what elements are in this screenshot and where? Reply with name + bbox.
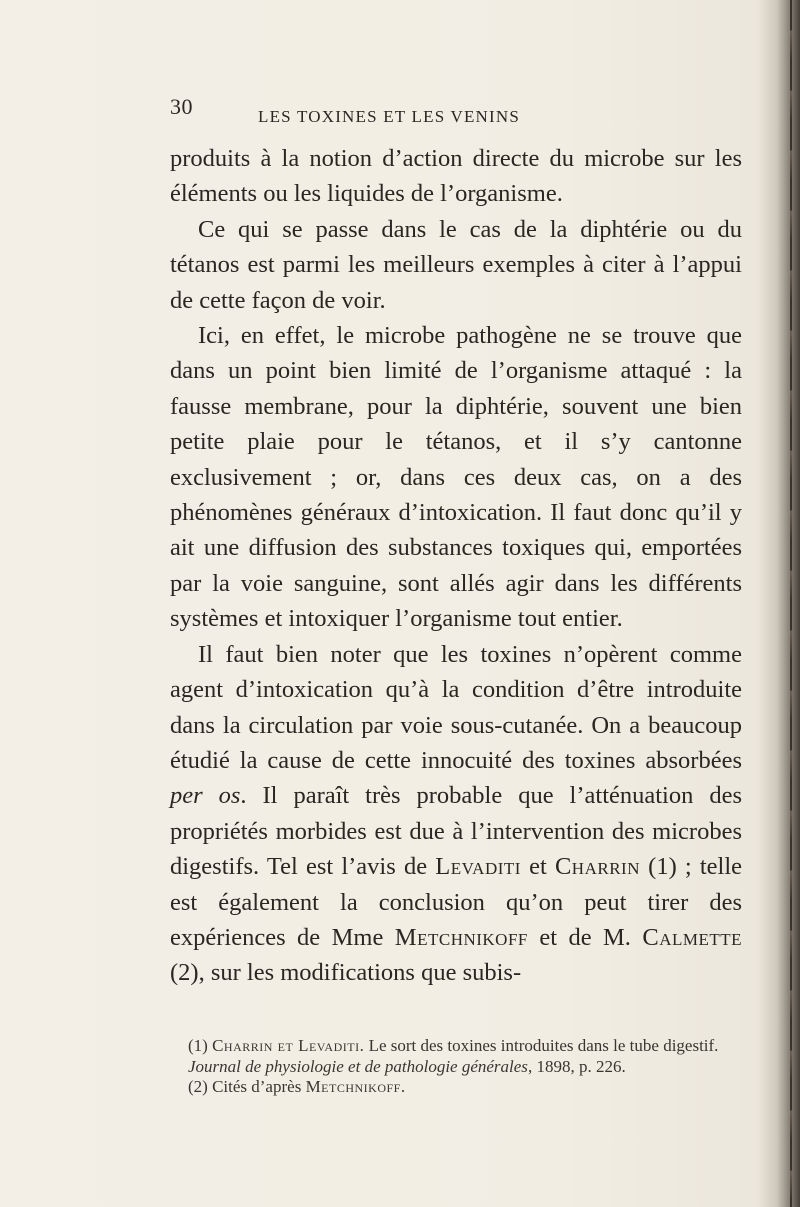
- footnote-2-text: Cités d’après: [212, 1077, 302, 1097]
- running-head: LES TOXINES ET LES VENINS: [258, 107, 521, 126]
- footnote-2: [188, 1077, 743, 1098]
- latin-per-os: per os: [170, 782, 241, 810]
- footnote-1-reference: , 1898, p. 226.: [527, 1056, 626, 1076]
- footnote-2-mark: (2): [188, 1077, 208, 1097]
- author-levaditi: Levaditi: [435, 853, 521, 881]
- footnote-1: [188, 1036, 743, 1077]
- author-metchnikoff: Metchnikoff: [394, 923, 528, 951]
- paragraph-3: Ici, en effet, le microbe pathogène ne se trouve que dans un point bien limité de l’organisme attaqué : la fausse membrane, pour la diphtérie, souvent une bien petite plaie pour le tétanos, et il s’y cantonne exclusivement ; or, dans ces deux cas, on a des phénomènes généraux d’intoxication. Il faut donc qu’il y ait une diffusion des substances toxiques qui, emportées par la voie sanguine, sont allés agir dans les différents systèmes et intoxiquer l’organisme tout entier.: [170, 322, 742, 633]
- footnote-1-title: Le sort des toxines introduites dans le tube digestif.: [368, 1036, 719, 1055]
- footnote-1-authors: Charrin et Levaditi.: [212, 1036, 365, 1055]
- footnote-1-mark: (1): [188, 1036, 208, 1055]
- footnotes: [188, 1036, 743, 1098]
- conjunction-et: et: [529, 853, 547, 881]
- paragraph-4-text-a: Il faut bien noter que les toxines n’opèrent comme agent d’intoxication qu’à la condition d’être introduite dans la circulation par voie sous-cutanée. On a beaucoup étudié la cause de cette innocuité des toxines absorbées: [170, 640, 742, 774]
- paragraph-4-text-e: (2), sur les modifications que subis-: [170, 959, 522, 987]
- body-text: [170, 141, 742, 991]
- paragraph-1: produits à la notion d’action directe du microbe sur les éléments ou les liquides de l’organisme.: [170, 145, 742, 208]
- binding-edge: [790, 0, 792, 1207]
- paragraph-2: Ce qui se passe dans le cas de la diphtérie ou du tétanos est parmi les meilleurs exemples à citer à l’appui de cette façon de voir.: [170, 215, 742, 314]
- author-charrin: Charrin: [554, 853, 640, 881]
- footnote-1-journal: Journal de physiologie et de pathologie générales: [188, 1056, 528, 1076]
- author-calmette: Calmette: [642, 923, 743, 951]
- page-number: 30: [170, 94, 193, 119]
- paragraph-4: [170, 637, 742, 991]
- paragraph-4-text-d: et de M.: [539, 923, 631, 951]
- page-edge-shadow: [758, 0, 800, 1207]
- paragraph-4-text-b: . Il paraît très probable que l’atténuation des propriétés morbides est due à l’intervention des microbes digestifs. Tel est l’avis de: [170, 782, 742, 881]
- paragraph-4-text-c: (1) ; telle est également la conclusion qu’on peut tirer des expériences de Mme: [170, 853, 743, 951]
- footnote-2-author: Metchnikoff.: [305, 1077, 406, 1097]
